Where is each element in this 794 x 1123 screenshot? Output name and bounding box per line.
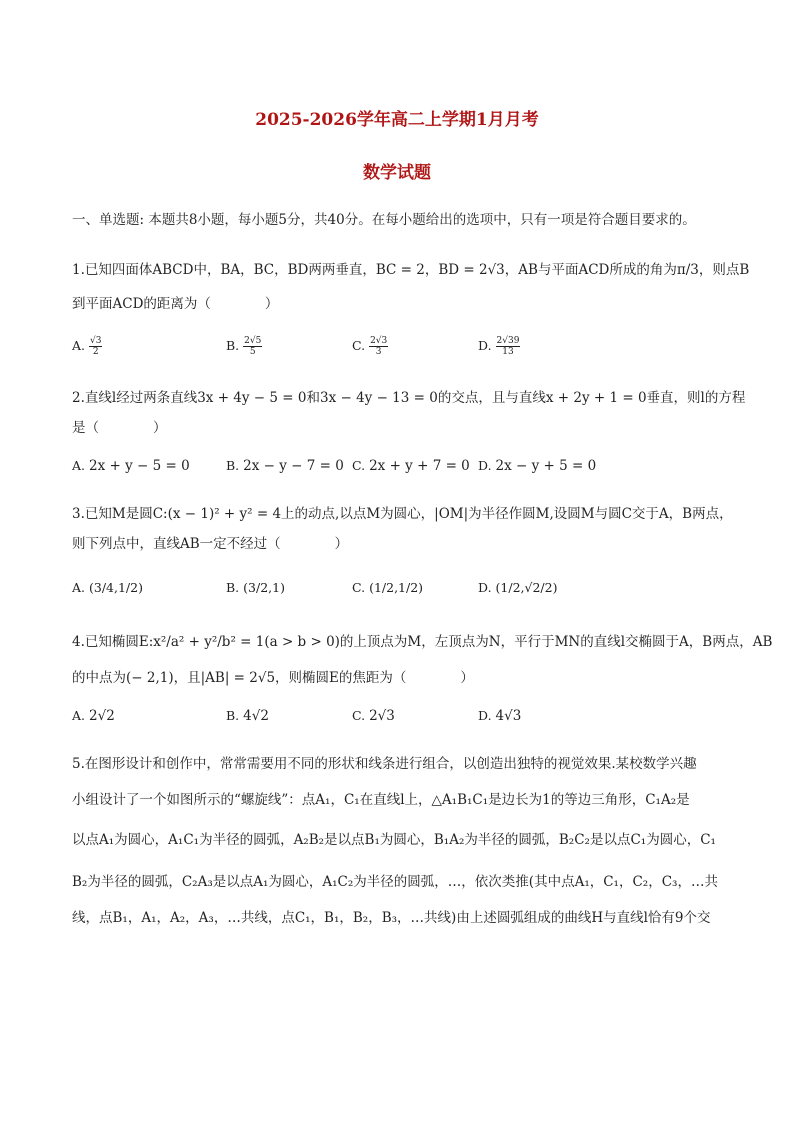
option-label: B. xyxy=(226,708,240,723)
question-1-option-a[interactable] xyxy=(72,336,102,357)
question-2-option-c[interactable] xyxy=(352,458,470,474)
option-fraction xyxy=(243,336,262,357)
option-label: A. xyxy=(72,708,86,723)
question-2-option-b[interactable] xyxy=(226,458,344,474)
question-5-line-4: B₂为半径的圆弧，C₂A₃是以点A₁为圆心，A₁C₂为半径的圆弧，…，依次类推(其中点A₁，C₁，C₂，C₃，…共 xyxy=(72,874,718,890)
fraction-denominator: 5 xyxy=(249,347,256,357)
option-fraction xyxy=(369,336,388,357)
option-value: (1/2,1/2) xyxy=(369,580,424,595)
question-5-line-3: 以点A₁为圆心，A₁C₁为半径的圆弧，A₂B₂是以点B₁为圆心，B₁A₂为半径的圆弧，B₂C₂是以点C₁为圆心，C₁ xyxy=(72,832,716,848)
fraction-denominator: 3 xyxy=(375,347,382,357)
fraction-numerator: 2√5 xyxy=(244,336,262,346)
question-1-option-d[interactable] xyxy=(478,336,520,357)
option-value: 4√3 xyxy=(495,708,522,724)
option-value: (1/2,√2/2) xyxy=(495,580,558,595)
question-5-line-2: 小组设计了一个如图所示的“螺旋线”：点A₁，C₁在直线l上，△A₁B₁C₁是边长为1的等边三角形，C₁A₂是 xyxy=(72,792,690,808)
question-4-option-a[interactable] xyxy=(72,708,115,724)
option-value: 2√2 xyxy=(89,708,115,724)
exam-title: 2025-2026学年高二上学期1月月考 xyxy=(255,110,539,130)
question-1-line-2: 到平面ACD的距离为（ ） xyxy=(72,296,279,312)
option-value: 2√3 xyxy=(369,708,395,724)
question-3-option-b[interactable] xyxy=(226,580,285,595)
question-4-line-2: 的中点为(− 2,1)，且|AB| = 2√5，则椭圆E的焦距为（ ） xyxy=(72,670,474,686)
question-4-option-d[interactable] xyxy=(478,708,521,724)
fraction-numerator: √3 xyxy=(90,336,102,346)
option-fraction xyxy=(89,336,102,357)
question-4-option-c[interactable] xyxy=(352,708,395,724)
question-3-option-c[interactable] xyxy=(352,580,423,595)
option-value: (3/4,1/2) xyxy=(89,580,143,595)
section-heading: 一、单选题: 本题共8小题，每小题5分，共40分。在每小题给出的选项中，只有一项是符合题目要求的。 xyxy=(72,212,696,228)
fraction-denominator: 2 xyxy=(92,347,99,357)
question-3-line-2: 则下列点中，直线AB一定不经过（ ） xyxy=(72,536,349,552)
question-3-option-a[interactable] xyxy=(72,580,143,595)
question-2-option-d[interactable] xyxy=(478,458,596,474)
option-value: 2x − y − 7 = 0 xyxy=(243,458,344,474)
option-value: 2x + y + 7 = 0 xyxy=(369,458,470,474)
option-value: (3/2,1) xyxy=(243,580,285,595)
option-label: B. xyxy=(226,458,240,473)
question-5-line-1: 5.在图形设计和创作中，常常需要用不同的形状和线条进行组合，以创造出独特的视觉效果.某校数学兴趣 xyxy=(72,756,697,772)
question-1-option-c[interactable] xyxy=(352,336,388,357)
option-label: D. xyxy=(478,458,492,473)
question-4-option-b[interactable] xyxy=(226,708,269,724)
question-5-line-5: 线，点B₁，A₁，A₂，A₃，…共线，点C₁，B₁，B₂，B₃，…共线)由上述圆弧组成的曲线H与直线l恰有9个交 xyxy=(72,910,711,926)
option-label: C. xyxy=(352,708,366,723)
option-label: A. xyxy=(72,458,86,473)
option-label: A. xyxy=(72,580,86,595)
option-label: B. xyxy=(226,338,240,353)
question-3-option-d[interactable] xyxy=(478,580,557,595)
question-3-line-1: 3.已知M是圆C:(x − 1)² + y² = 4上的动点,以点M为圆心，|OM|为半径作圆M,设圆M与圆C交于A，B两点， xyxy=(72,506,733,522)
question-2-line-2: 是（ ） xyxy=(72,420,167,436)
option-value: 4√2 xyxy=(243,708,269,724)
option-label: C. xyxy=(352,580,366,595)
option-label: A. xyxy=(72,338,86,353)
option-value: 2x − y + 5 = 0 xyxy=(495,458,597,474)
fraction-numerator: 2√39 xyxy=(496,336,520,346)
option-label: D. xyxy=(478,338,492,353)
option-label: B. xyxy=(226,580,240,595)
option-label: D. xyxy=(478,708,492,723)
option-fraction xyxy=(496,336,521,357)
question-4-line-1: 4.已知椭圆E:x²/a² + y²/b² = 1(a > b > 0)的上顶点为M，左顶点为N，平行于MN的直线l交椭圆于A，B两点，AB xyxy=(72,634,773,650)
question-2-line-1: 2.直线l经过两条直线3x + 4y − 5 = 0和3x − 4y − 13 = 0的交点，且与直线x + 2y + 1 = 0垂直，则l的方程 xyxy=(72,390,746,406)
option-label: C. xyxy=(352,338,366,353)
fraction-numerator: 2√3 xyxy=(370,336,388,346)
option-label: C. xyxy=(352,458,366,473)
option-label: D. xyxy=(478,580,492,595)
question-2-option-a[interactable] xyxy=(72,458,190,474)
exam-subtitle: 数学试题 xyxy=(363,163,431,183)
fraction-denominator: 13 xyxy=(502,347,514,357)
question-1-option-b[interactable] xyxy=(226,336,262,357)
option-value: 2x + y − 5 = 0 xyxy=(89,458,190,474)
question-1-line-1: 1.已知四面体ABCD中，BA，BC，BD两两垂直，BC = 2，BD = 2√3，AB与平面ACD所成的角为π/3，则点B xyxy=(72,262,750,278)
